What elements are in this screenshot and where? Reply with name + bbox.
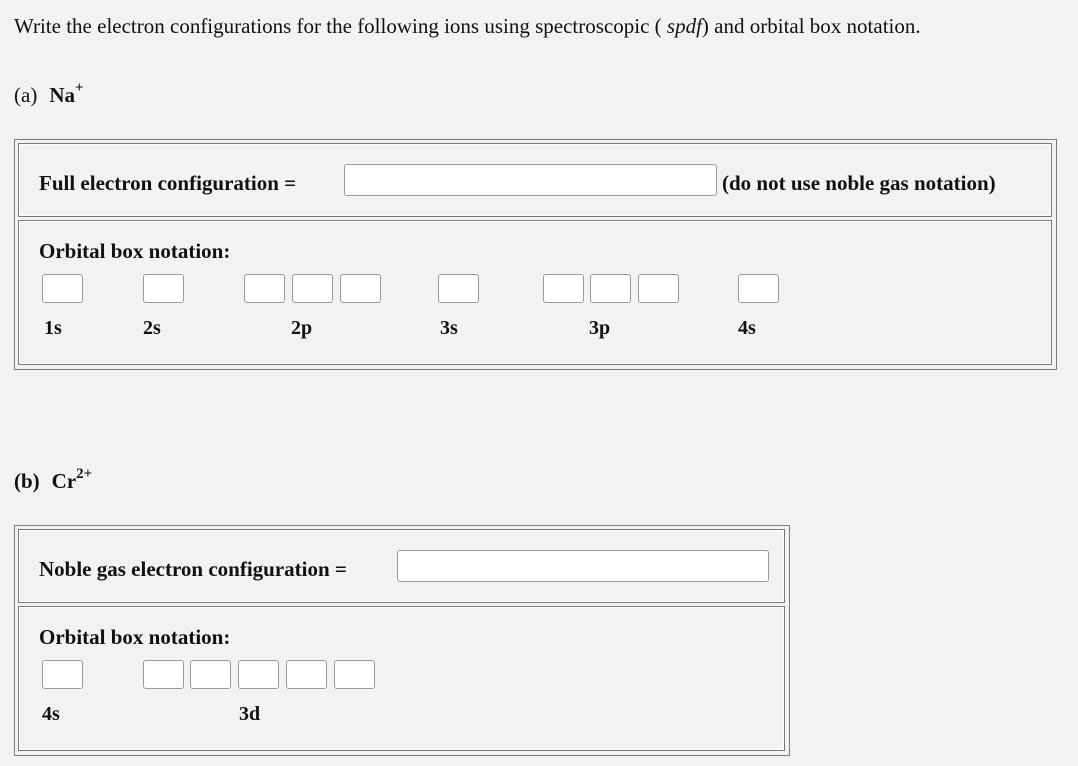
part-a-ion xyxy=(49,80,84,107)
part-a-ion-symbol: Na xyxy=(49,83,75,107)
orbital-label-2p: 2p xyxy=(291,317,313,339)
orbital-box-3p[interactable] xyxy=(638,274,679,303)
orbital-box-3d[interactable] xyxy=(286,660,327,689)
orbital-box-2p[interactable] xyxy=(244,274,285,303)
instructions-text-end: ) and orbital box notation. xyxy=(701,14,921,38)
orbital-label-4s: 4s xyxy=(738,317,756,339)
part-a-prefix: (a) xyxy=(14,83,38,107)
part-b-prefix: (b) xyxy=(14,469,40,493)
part-b-ion xyxy=(51,466,93,493)
part-a-container xyxy=(14,139,1057,370)
part-a-config-input[interactable] xyxy=(344,164,717,196)
orbital-box-2p[interactable] xyxy=(292,274,333,303)
part-b-config-label: Noble gas electron configuration = xyxy=(39,557,347,581)
part-b-ion-charge: 2+ xyxy=(76,466,93,482)
part-b-config-input[interactable] xyxy=(397,550,769,582)
orbital-box-1s[interactable] xyxy=(42,274,83,303)
part-b-ion-symbol: Cr xyxy=(51,469,77,493)
orbital-box-3p[interactable] xyxy=(590,274,631,303)
instructions xyxy=(14,14,921,39)
instructions-text: Write the electron configurations for the following ions using spectroscopic ( xyxy=(14,14,667,38)
part-b-container xyxy=(14,525,790,756)
orbital-box-4s[interactable] xyxy=(42,660,83,689)
orbital-box-2p[interactable] xyxy=(340,274,381,303)
part-a-config-label: Full electron configuration = xyxy=(39,171,297,195)
orbital-label-3s: 3s xyxy=(440,317,458,339)
part-b-orbital-label: Orbital box notation: xyxy=(39,625,231,649)
part-a-label xyxy=(14,82,84,108)
part-a-orbital-label: Orbital box notation: xyxy=(39,239,231,263)
part-a-orbital-panel xyxy=(18,220,1052,365)
part-b-label xyxy=(14,468,92,494)
orbital-box-4s[interactable] xyxy=(738,274,779,303)
part-a-config-note: (do not use noble gas notation) xyxy=(722,171,996,195)
orbital-box-3d[interactable] xyxy=(238,660,279,689)
orbital-label-4s: 4s xyxy=(42,703,60,725)
orbital-box-3d[interactable] xyxy=(334,660,375,689)
part-a-ion-charge: + xyxy=(74,80,84,96)
orbital-box-3d[interactable] xyxy=(143,660,184,689)
orbital-label-2s: 2s xyxy=(143,317,161,339)
orbital-box-3d[interactable] xyxy=(190,660,231,689)
orbital-label-1s: 1s xyxy=(44,317,62,339)
part-a-config-panel xyxy=(18,143,1052,217)
part-b-orbital-panel xyxy=(18,606,785,751)
orbital-box-3s[interactable] xyxy=(438,274,479,303)
instructions-emphasis: spdf xyxy=(666,14,702,38)
orbital-box-2s[interactable] xyxy=(143,274,184,303)
orbital-label-3p: 3p xyxy=(589,317,611,339)
part-b-config-panel xyxy=(18,529,785,603)
orbital-box-3p[interactable] xyxy=(543,274,584,303)
orbital-label-3d: 3d xyxy=(239,703,261,725)
